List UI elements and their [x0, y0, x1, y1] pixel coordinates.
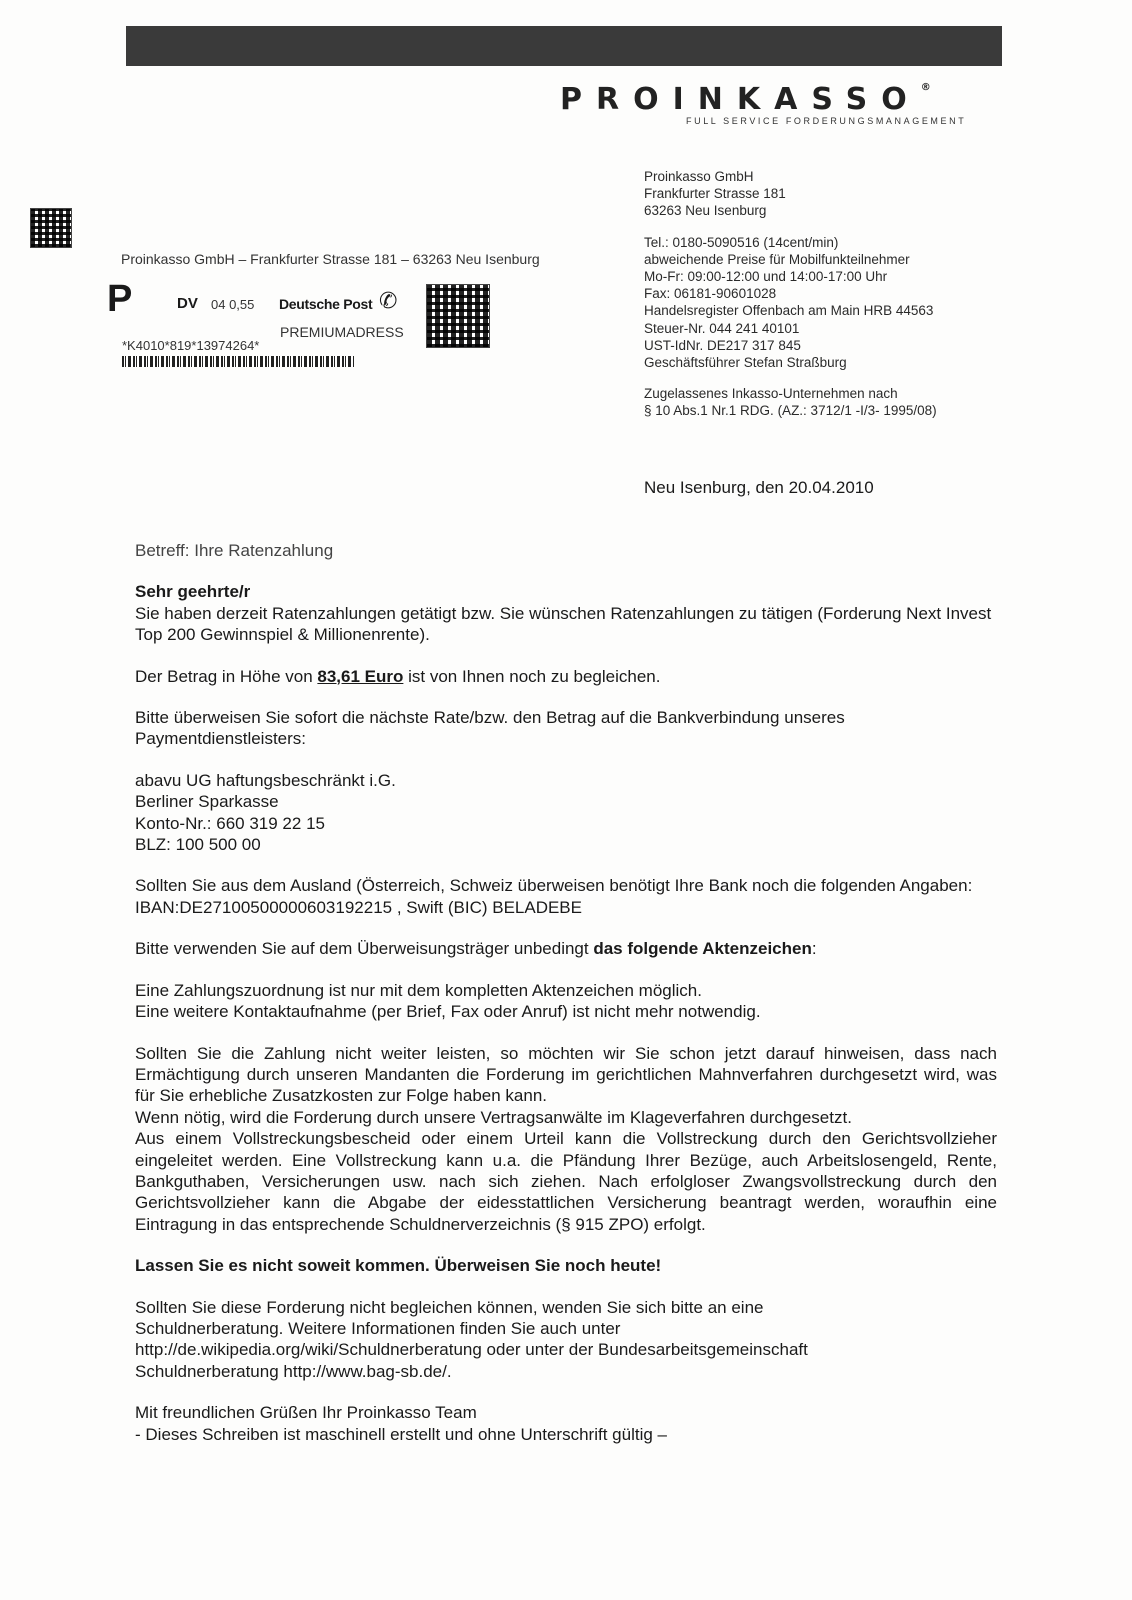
closing-line: Mit freundlichen Grüßen Ihr Proinkasso Team [135, 1403, 477, 1423]
post-horn-icon: ✆ [379, 288, 398, 313]
logo-text: PROINKASSO [560, 82, 921, 117]
datamatrix-code-left [30, 208, 72, 248]
company-info-block [644, 168, 937, 420]
advice-line-2: Schuldnerberatung. Weitere Informationen finden Sie auch unter [135, 1318, 621, 1338]
assignment-line-1: Eine Zahlungszuordnung ist nur mit dem kompletten Aktenzeichen möglich. [135, 980, 702, 1000]
company-mobile-note: abweichende Preise für Mobilfunkteilnehmer [644, 251, 910, 267]
sender-return-line: Proinkasso GmbH – Frankfurter Strasse 181 – 63263 Neu Isenburg [121, 251, 540, 267]
reference-pre: Bitte verwenden Sie auf dem Überweisungsträger unbedingt [135, 939, 594, 959]
license-line-2: § 10 Abs.1 Nr.1 RDG. (AZ.: 3712/1 -I/3- 1995/08) [644, 403, 937, 419]
bank-holder: abavu UG haftungsbeschränkt i.G. [135, 770, 396, 790]
premiumadress-label: PREMIUMADRESS [280, 324, 404, 340]
company-hours: Mo-Fr: 09:00-12:00 und 14:00-17:00 Uhr [644, 269, 888, 285]
company-register: Handelsregister Offenbach am Main HRB 44563 [644, 303, 934, 319]
transfer-paragraph: Bitte überweisen Sie sofort die nächste Rate/bzw. den Betrag auf die Bankverbindung unseres Paymentdienstleisters: [135, 708, 845, 749]
advice-line-1: Sollten Sie diese Forderung nicht begleichen können, wenden Sie sich bitte an eine [135, 1297, 764, 1317]
registered-mark: ® [920, 82, 931, 93]
postal-barcode [122, 356, 354, 367]
bank-blz: BLZ: 100 500 00 [135, 835, 261, 855]
company-ust: UST-IdNr. DE217 317 845 [644, 337, 801, 353]
company-city: 63263 Neu Isenburg [644, 203, 767, 219]
company-name: Proinkasso GmbH [644, 169, 754, 184]
warning-paragraph-2: Wenn nötig, wird die Forderung durch unsere Vertragsanwälte im Klageverfahren durchgesetzt. [135, 1107, 852, 1127]
datamatrix-code-right [426, 284, 490, 348]
postage-p-mark: P [107, 278, 133, 320]
warning-paragraph-1: Sollten Sie die Zahlung nicht weiter leisten, so möchten wir Sie schon jetzt darauf hinweisen, dass nach Ermächtigung durch unseren Mandanten die Forderung im gerichtlichen Mahnverfahren durchgesetzt wird, was für Sie erhebliche Zusatzkosten zur Folge haben kann. [135, 1043, 997, 1106]
urgent-call: Lassen Sie es nicht soweit kommen. Überweisen Sie noch heute! [135, 1256, 662, 1276]
letter-subject: Betreff: Ihre Ratenzahlung [135, 541, 334, 560]
license-line-1: Zugelassenes Inkasso-Unternehmen nach [644, 386, 898, 402]
amount-pre: Der Betrag in Höhe von [135, 666, 318, 686]
abroad-paragraph: Sollten Sie aus dem Ausland (Österreich, Schweiz überweisen benötigt Ihre Bank noch die folgenden Angaben: IBAN:DE27100500000603192215 , Swift (BIC) BELADEBE [135, 876, 973, 917]
amount-post: ist von Ihnen noch zu begleichen. [403, 666, 661, 686]
bank-name: Berliner Sparkasse [135, 792, 279, 812]
advice-line-4: Schuldnerberatung http://www.bag-sb.de/. [135, 1361, 452, 1381]
reference-paragraph [135, 938, 997, 959]
letter-date: Neu Isenburg, den 20.04.2010 [644, 478, 874, 497]
amount-due: 83,61 Euro [317, 666, 404, 686]
assignment-line-2: Eine weitere Kontaktaufnahme (per Brief, Fax oder Anruf) ist nicht mehr notwendig. [135, 1002, 761, 1022]
letter-body [135, 540, 997, 1445]
intro-paragraph: Sie haben derzeit Ratenzahlungen getätigt bzw. Sie wünschen Ratenzahlungen zu tätigen (Forderung Next Invest Top 200 Gewinnspiel & Millionenrente). [135, 603, 992, 645]
company-logo [560, 82, 931, 117]
postage-code: 04 0,55 [211, 297, 255, 312]
advice-line-3: http://de.wikipedia.org/wiki/Schuldnerberatung oder unter der Bundesarbeitsgemeinschaft [135, 1340, 808, 1360]
company-ceo: Geschäftsführer Stefan Straßburg [644, 355, 847, 371]
warning-paragraph-3: Aus einem Vollstreckungsbescheid oder einem Urteil kann die Vollstreckung durch den Gerichtsvollzieher eingeleitet werden. Eine Vollstreckung kann u.a. die Pfändung Ihrer Bezüge, auch Arbeitslosengeld, Rente, Bankguthaben, Versicherungen usw. nach sich ziehen. Nach erfolgloser Zwangsvollstreckung durch den Gerichtsvollzieher kann die Abgabe der eidesstattlichen Versicherung beantragt werden, woraufhin eine Eintragung in das entsprechende Schuldnerverzeichnis (§ 915 ZPO) erfolgt. [135, 1129, 997, 1234]
postage-dv: DV [177, 295, 198, 312]
company-street: Frankfurter Strasse 181 [644, 186, 786, 202]
bank-account: Konto-Nr.: 660 319 22 15 [135, 813, 325, 833]
reference-post: : [811, 939, 817, 959]
recipient-code: *K4010*819*13974264* [122, 338, 260, 353]
machine-generated-note: - Dieses Schreiben ist maschinell erstellt und ohne Unterschrift gültig – [135, 1424, 667, 1444]
salutation: Sehr geehrte/r [135, 582, 251, 602]
amount-paragraph [135, 666, 997, 687]
company-tax: Steuer-Nr. 044 241 40101 [644, 320, 800, 336]
reference-bold: das folgende Aktenzeichen [593, 939, 812, 959]
logo-tagline: FULL SERVICE FORDERUNGSMANAGEMENT [686, 116, 967, 126]
top-black-bar [126, 26, 1002, 66]
company-fax: Fax: 06181-90601028 [644, 286, 777, 302]
company-tel: Tel.: 0180-5090516 (14cent/min) [644, 234, 839, 250]
deutsche-post-label: Deutsche Post [279, 296, 373, 312]
